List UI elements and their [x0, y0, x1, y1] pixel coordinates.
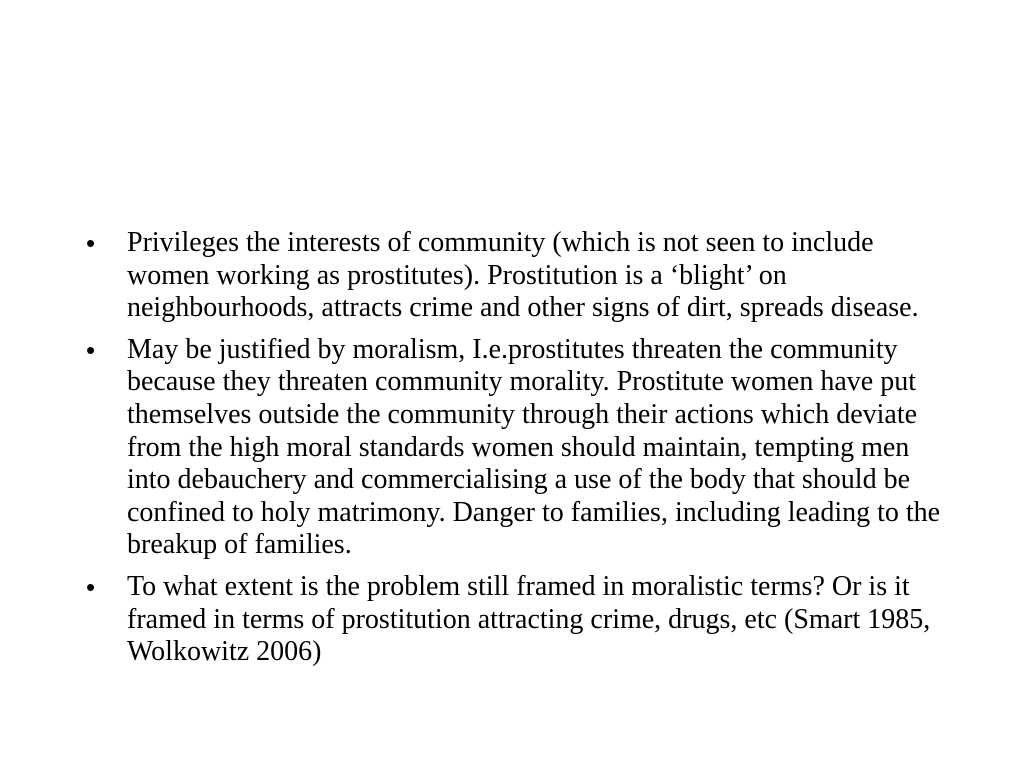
bullet-text: Privileges the interests of community (which is not seen to include women working as prostitutes). Prostitution is a ‘blight’ on neighbourhoods, attracts crime and other signs of dirt, spreads disease.: [127, 227, 919, 324]
bullet-item-framing-question: [86, 571, 946, 669]
bullet-marker: •: [86, 334, 96, 365]
bullet-marker: •: [86, 571, 96, 602]
bullet-item-moralism: [86, 334, 946, 562]
bullet-text: May be justified by moralism, I.e.prostitutes threaten the community because they threaten community morality. Prostitute women have put themselves outside the community through their actions which deviate from the high moral standards women should maintain, tempting men into debauchery and commercialising a use of the body that should be confined to holy matrimony. Danger to families, including leading to the breakup of families.: [127, 333, 941, 561]
bullet-text: To what extent is the problem still framed in moralistic terms? Or is it framed in terms of prostitution attracting crime, drugs, etc (Smart 1985, Wolkowitz 2006): [127, 570, 931, 668]
bullet-list: [86, 227, 946, 678]
bullet-item-community-interests: [86, 227, 946, 325]
bullet-marker: •: [86, 228, 96, 258]
